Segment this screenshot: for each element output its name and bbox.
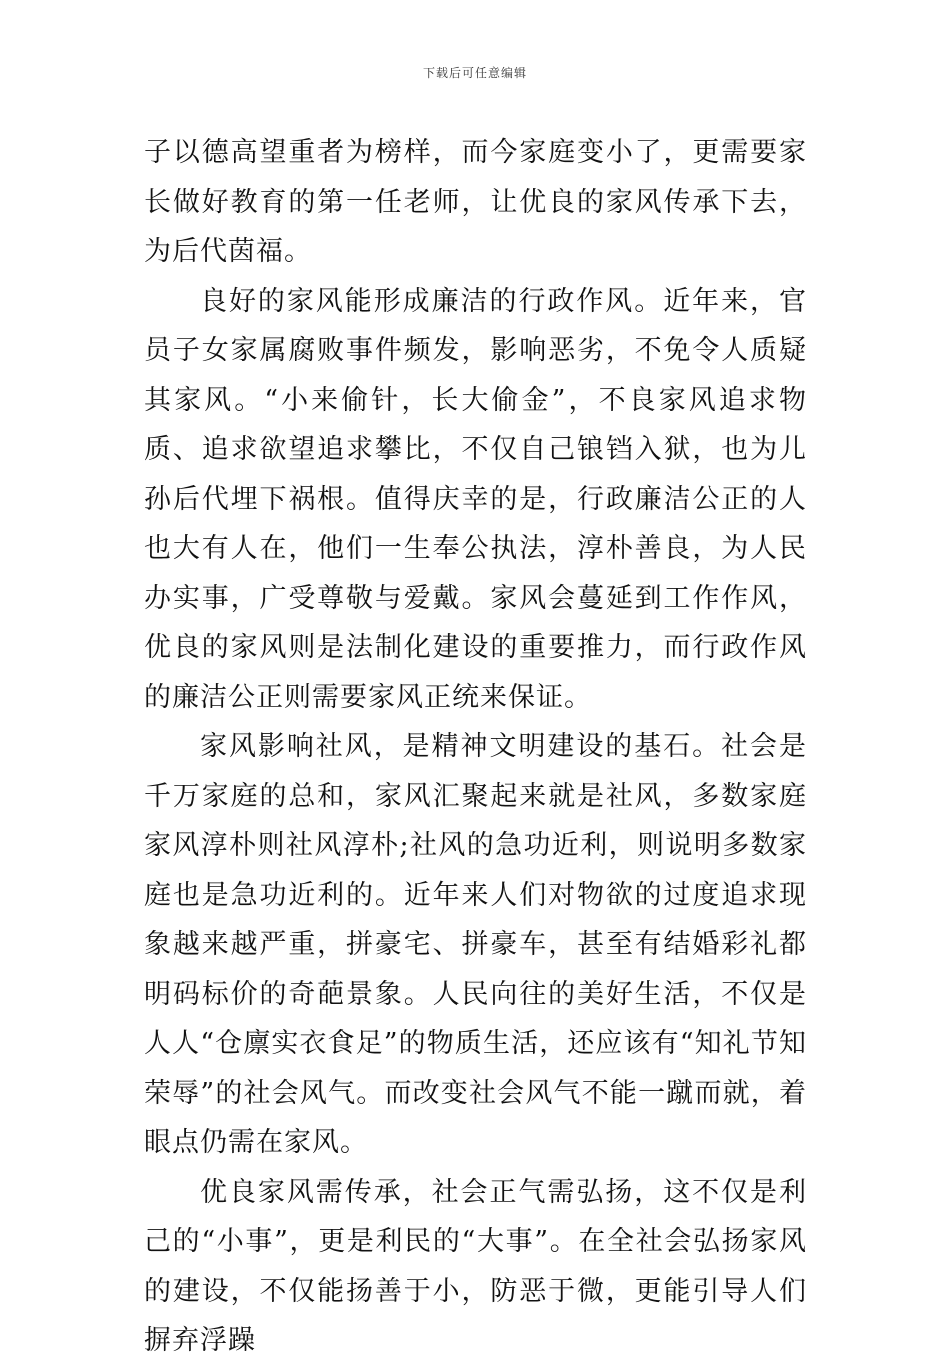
paragraph-1: 子以德高望重者为榜样，而今家庭变小了，更需要家长做好教育的第一任老师，让优良的家风传承下去，为后代茵福。 (144, 137, 807, 267)
paragraph-2: 良好的家风能形成廉洁的行政作风。近年来，官员子女家属腐败事件频发，影响恶劣，不免令人质疑其家风。“小来偷针，长大偷金”，不良家风追求物质、追求欲望追求攀比，不仅自己锒铛入狱，也为儿孙后代埋下祸根。值得庆幸的是，行政廉洁公正的人也大有人在，他们一生奉公执法，淳朴善良，为人民办实事，广受尊敬与爱戴。家风会蔓延到工作作风，优良的家风则是法制化建设的重要推力，而行政作风的廉洁公正则需要家风正统来保证。 (144, 285, 807, 713)
paragraph-3: 家风影响社风，是精神文明建设的基石。社会是千万家庭的总和，家风汇聚起来就是社风，多数家庭家风淳朴则社风淳朴;社风的急功近利，则说明多数家庭也是急功近利的。近年来人们对物欲的过度追求现象越来越严重，拼豪宅、拼豪车，甚至有结婚彩礼都明码标价的奇葩景象。人民向往的美好生活，不仅是人人“仓廪实衣食足”的物质生活，还应该有“知礼节知荣辱”的社会风气。而改变社会风气不能一蹴而就，着眼点仍需在家风。 (144, 731, 807, 1158)
page-header-note: 下载后可任意编辑 (422, 66, 527, 80)
paragraph-4: 优良家风需传承，社会正气需弘扬，这不仅是利己的“小事”，更是利民的“大事”。在全社会弘扬家风的建设，不仅能扬善于小，防恶于微，更能引导人们摒弃浮躁 (144, 1176, 807, 1356)
document-body (144, 128, 807, 1366)
